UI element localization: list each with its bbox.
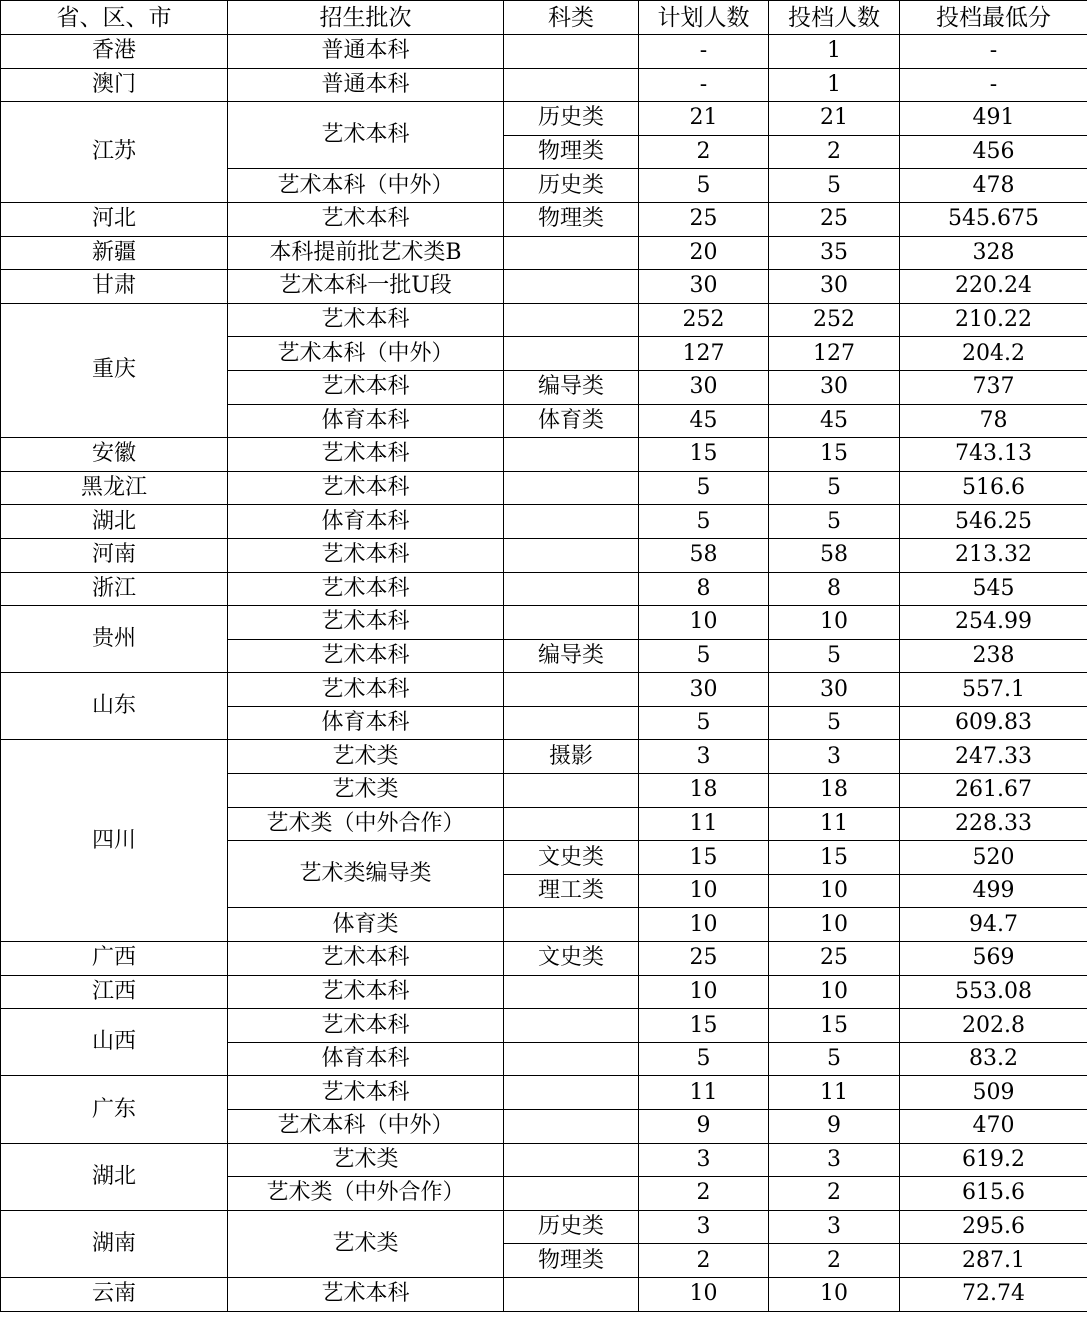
table-row [1, 438, 1087, 472]
admitted-cell: 5 [769, 471, 900, 505]
batch-cell: 艺术本科（中外） [228, 337, 504, 371]
category-cell [504, 1143, 639, 1177]
category-cell [504, 572, 639, 606]
planned-cell: 10 [639, 975, 769, 1009]
province-cell: 黑龙江 [1, 471, 228, 505]
province-cell: 湖北 [1, 1143, 228, 1210]
min-score-cell: 743.13 [900, 438, 1087, 472]
admitted-cell: 15 [769, 438, 900, 472]
min-score-cell: 247.33 [900, 740, 1087, 774]
min-score-cell: 491 [900, 102, 1087, 136]
batch-cell: 体育本科 [228, 1042, 504, 1076]
min-score-cell: 287.1 [900, 1244, 1087, 1278]
category-cell: 物理类 [504, 135, 639, 169]
min-score-cell: 204.2 [900, 337, 1087, 371]
batch-cell: 艺术本科 [228, 673, 504, 707]
admitted-cell: 8 [769, 572, 900, 606]
admitted-cell: 1 [769, 35, 900, 69]
admitted-cell: 30 [769, 370, 900, 404]
table-row [1, 975, 1087, 1009]
min-score-cell: 470 [900, 1110, 1087, 1144]
batch-cell: 普通本科 [228, 35, 504, 69]
admitted-cell: 11 [769, 1076, 900, 1110]
planned-cell: 3 [639, 1143, 769, 1177]
min-score-cell: - [900, 35, 1087, 69]
batch-cell: 体育本科 [228, 505, 504, 539]
category-cell: 编导类 [504, 370, 639, 404]
header-batch: 招生批次 [228, 1, 504, 35]
province-cell: 湖北 [1, 505, 228, 539]
planned-cell: 30 [639, 673, 769, 707]
batch-cell: 体育本科 [228, 404, 504, 438]
table-row [1, 236, 1087, 270]
planned-cell: 21 [639, 102, 769, 136]
planned-cell: 5 [639, 169, 769, 203]
table-row [1, 1143, 1087, 1177]
admitted-cell: 15 [769, 1009, 900, 1043]
planned-cell: 3 [639, 1210, 769, 1244]
province-cell: 重庆 [1, 303, 228, 437]
table-row [1, 1277, 1087, 1311]
province-cell: 贵州 [1, 606, 228, 673]
min-score-cell: 516.6 [900, 471, 1087, 505]
admitted-cell: 45 [769, 404, 900, 438]
planned-cell: 9 [639, 1110, 769, 1144]
min-score-cell: 609.83 [900, 706, 1087, 740]
province-cell: 湖南 [1, 1210, 228, 1277]
batch-cell: 艺术类 [228, 1210, 504, 1277]
min-score-cell: 545.675 [900, 202, 1087, 236]
batch-cell: 艺术类 [228, 740, 504, 774]
min-score-cell: 615.6 [900, 1177, 1087, 1211]
admitted-cell: 10 [769, 908, 900, 942]
batch-cell: 艺术本科 [228, 471, 504, 505]
planned-cell: 10 [639, 908, 769, 942]
min-score-cell: 220.24 [900, 270, 1087, 304]
category-cell [504, 1177, 639, 1211]
planned-cell: 5 [639, 706, 769, 740]
planned-cell: 15 [639, 1009, 769, 1043]
batch-cell: 艺术本科 [228, 303, 504, 337]
admitted-cell: 2 [769, 1177, 900, 1211]
category-cell: 理工类 [504, 874, 639, 908]
admitted-cell: 25 [769, 942, 900, 976]
batch-cell: 艺术本科 [228, 1277, 504, 1311]
table-row [1, 102, 1087, 136]
min-score-cell: 509 [900, 1076, 1087, 1110]
admitted-cell: 5 [769, 505, 900, 539]
batch-cell: 艺术本科 [228, 1009, 504, 1043]
category-cell [504, 1076, 639, 1110]
batch-cell: 艺术本科 [228, 370, 504, 404]
min-score-cell: 213.32 [900, 538, 1087, 572]
province-cell: 香港 [1, 35, 228, 69]
batch-cell: 本科提前批艺术类B [228, 236, 504, 270]
table-row [1, 303, 1087, 337]
planned-cell: 10 [639, 1277, 769, 1311]
category-cell [504, 1042, 639, 1076]
min-score-cell: 210.22 [900, 303, 1087, 337]
admitted-cell: 3 [769, 1143, 900, 1177]
admitted-cell: 25 [769, 202, 900, 236]
batch-cell: 艺术类 [228, 774, 504, 808]
min-score-cell: 202.8 [900, 1009, 1087, 1043]
category-cell [504, 303, 639, 337]
batch-cell: 艺术本科 [228, 975, 504, 1009]
min-score-cell: 228.33 [900, 807, 1087, 841]
table-row [1, 471, 1087, 505]
min-score-cell: 546.25 [900, 505, 1087, 539]
table-row [1, 1210, 1087, 1244]
category-cell: 摄影 [504, 740, 639, 774]
planned-cell: 11 [639, 807, 769, 841]
table-row [1, 35, 1087, 69]
min-score-cell: 619.2 [900, 1143, 1087, 1177]
province-cell: 河北 [1, 202, 228, 236]
category-cell: 物理类 [504, 1244, 639, 1278]
province-cell: 江苏 [1, 102, 228, 203]
table-row [1, 202, 1087, 236]
province-cell: 山东 [1, 673, 228, 740]
admitted-cell: 1 [769, 68, 900, 102]
admitted-cell: 127 [769, 337, 900, 371]
admitted-cell: 58 [769, 538, 900, 572]
category-cell [504, 68, 639, 102]
header-province: 省、区、市 [1, 1, 228, 35]
planned-cell: 18 [639, 774, 769, 808]
category-cell: 体育类 [504, 404, 639, 438]
header-min-score: 投档最低分 [900, 1, 1087, 35]
batch-cell: 艺术本科 [228, 202, 504, 236]
batch-cell: 艺术本科一批U段 [228, 270, 504, 304]
category-cell [504, 706, 639, 740]
category-cell [504, 236, 639, 270]
table-row [1, 505, 1087, 539]
min-score-cell: 254.99 [900, 606, 1087, 640]
category-cell [504, 1277, 639, 1311]
min-score-cell: 83.2 [900, 1042, 1087, 1076]
province-cell: 四川 [1, 740, 228, 942]
province-cell: 甘肃 [1, 270, 228, 304]
planned-cell: - [639, 68, 769, 102]
min-score-cell: 72.74 [900, 1277, 1087, 1311]
table-row [1, 606, 1087, 640]
category-cell: 文史类 [504, 942, 639, 976]
admitted-cell: 5 [769, 639, 900, 673]
planned-cell: 2 [639, 135, 769, 169]
planned-cell: 8 [639, 572, 769, 606]
category-cell: 物理类 [504, 202, 639, 236]
min-score-cell: 557.1 [900, 673, 1087, 707]
min-score-cell: 456 [900, 135, 1087, 169]
planned-cell: 25 [639, 202, 769, 236]
batch-cell: 体育本科 [228, 706, 504, 740]
province-cell: 河南 [1, 538, 228, 572]
admitted-cell: 21 [769, 102, 900, 136]
header-admitted: 投档人数 [769, 1, 900, 35]
planned-cell: 2 [639, 1244, 769, 1278]
category-cell [504, 35, 639, 69]
planned-cell: 127 [639, 337, 769, 371]
category-cell [504, 975, 639, 1009]
planned-cell: 11 [639, 1076, 769, 1110]
min-score-cell: - [900, 68, 1087, 102]
batch-cell: 艺术类（中外合作） [228, 807, 504, 841]
category-cell [504, 1009, 639, 1043]
batch-cell: 艺术本科 [228, 606, 504, 640]
batch-cell: 艺术本科 [228, 102, 504, 169]
table-row [1, 68, 1087, 102]
admitted-cell: 10 [769, 874, 900, 908]
category-cell [504, 270, 639, 304]
batch-cell: 艺术类 [228, 1143, 504, 1177]
table-row [1, 538, 1087, 572]
table-row [1, 673, 1087, 707]
category-cell [504, 774, 639, 808]
table-row [1, 942, 1087, 976]
min-score-cell: 545 [900, 572, 1087, 606]
batch-cell: 艺术类编导类 [228, 841, 504, 908]
admitted-cell: 11 [769, 807, 900, 841]
min-score-cell: 78 [900, 404, 1087, 438]
planned-cell: 252 [639, 303, 769, 337]
batch-cell: 普通本科 [228, 68, 504, 102]
min-score-cell: 520 [900, 841, 1087, 875]
category-cell [504, 1110, 639, 1144]
planned-cell: 30 [639, 370, 769, 404]
category-cell: 历史类 [504, 169, 639, 203]
category-cell [504, 606, 639, 640]
category-cell [504, 471, 639, 505]
province-cell: 广东 [1, 1076, 228, 1143]
table-row [1, 1076, 1087, 1110]
batch-cell: 体育类 [228, 908, 504, 942]
batch-cell: 艺术本科 [228, 942, 504, 976]
admitted-cell: 10 [769, 975, 900, 1009]
batch-cell: 艺术本科 [228, 572, 504, 606]
table-row [1, 1009, 1087, 1043]
province-cell: 浙江 [1, 572, 228, 606]
batch-cell: 艺术本科 [228, 639, 504, 673]
admitted-cell: 15 [769, 841, 900, 875]
min-score-cell: 295.6 [900, 1210, 1087, 1244]
table-row [1, 740, 1087, 774]
min-score-cell: 478 [900, 169, 1087, 203]
admitted-cell: 18 [769, 774, 900, 808]
planned-cell: 10 [639, 606, 769, 640]
admitted-cell: 30 [769, 270, 900, 304]
admitted-cell: 252 [769, 303, 900, 337]
admitted-cell: 9 [769, 1110, 900, 1144]
planned-cell: 5 [639, 639, 769, 673]
category-cell [504, 538, 639, 572]
category-cell: 编导类 [504, 639, 639, 673]
admitted-cell: 10 [769, 606, 900, 640]
admitted-cell: 3 [769, 1210, 900, 1244]
category-cell: 历史类 [504, 102, 639, 136]
province-cell: 新疆 [1, 236, 228, 270]
batch-cell: 艺术本科 [228, 438, 504, 472]
planned-cell: 15 [639, 841, 769, 875]
table-header-row [1, 1, 1087, 35]
planned-cell: 58 [639, 538, 769, 572]
batch-cell: 艺术本科 [228, 538, 504, 572]
admitted-cell: 3 [769, 740, 900, 774]
category-cell [504, 438, 639, 472]
admitted-cell: 5 [769, 169, 900, 203]
min-score-cell: 328 [900, 236, 1087, 270]
admitted-cell: 2 [769, 135, 900, 169]
admitted-cell: 5 [769, 706, 900, 740]
min-score-cell: 261.67 [900, 774, 1087, 808]
planned-cell: 25 [639, 942, 769, 976]
min-score-cell: 499 [900, 874, 1087, 908]
province-cell: 澳门 [1, 68, 228, 102]
province-cell: 云南 [1, 1277, 228, 1311]
table-row [1, 270, 1087, 304]
category-cell: 历史类 [504, 1210, 639, 1244]
min-score-cell: 94.7 [900, 908, 1087, 942]
min-score-cell: 737 [900, 370, 1087, 404]
planned-cell: 30 [639, 270, 769, 304]
planned-cell: - [639, 35, 769, 69]
batch-cell: 艺术本科（中外） [228, 169, 504, 203]
min-score-cell: 238 [900, 639, 1087, 673]
batch-cell: 艺术本科 [228, 1076, 504, 1110]
batch-cell: 艺术本科（中外） [228, 1110, 504, 1144]
planned-cell: 2 [639, 1177, 769, 1211]
min-score-cell: 553.08 [900, 975, 1087, 1009]
category-cell: 文史类 [504, 841, 639, 875]
category-cell [504, 337, 639, 371]
category-cell [504, 505, 639, 539]
admitted-cell: 5 [769, 1042, 900, 1076]
planned-cell: 15 [639, 438, 769, 472]
header-planned: 计划人数 [639, 1, 769, 35]
min-score-cell: 569 [900, 942, 1087, 976]
planned-cell: 45 [639, 404, 769, 438]
planned-cell: 10 [639, 874, 769, 908]
province-cell: 江西 [1, 975, 228, 1009]
batch-cell: 艺术类（中外合作） [228, 1177, 504, 1211]
header-category: 科类 [504, 1, 639, 35]
planned-cell: 20 [639, 236, 769, 270]
admitted-cell: 30 [769, 673, 900, 707]
category-cell [504, 673, 639, 707]
admitted-cell: 10 [769, 1277, 900, 1311]
planned-cell: 3 [639, 740, 769, 774]
admitted-cell: 35 [769, 236, 900, 270]
admitted-cell: 2 [769, 1244, 900, 1278]
province-cell: 安徽 [1, 438, 228, 472]
planned-cell: 5 [639, 505, 769, 539]
planned-cell: 5 [639, 471, 769, 505]
category-cell [504, 908, 639, 942]
planned-cell: 5 [639, 1042, 769, 1076]
province-cell: 山西 [1, 1009, 228, 1076]
table-row [1, 572, 1087, 606]
category-cell [504, 807, 639, 841]
province-cell: 广西 [1, 942, 228, 976]
